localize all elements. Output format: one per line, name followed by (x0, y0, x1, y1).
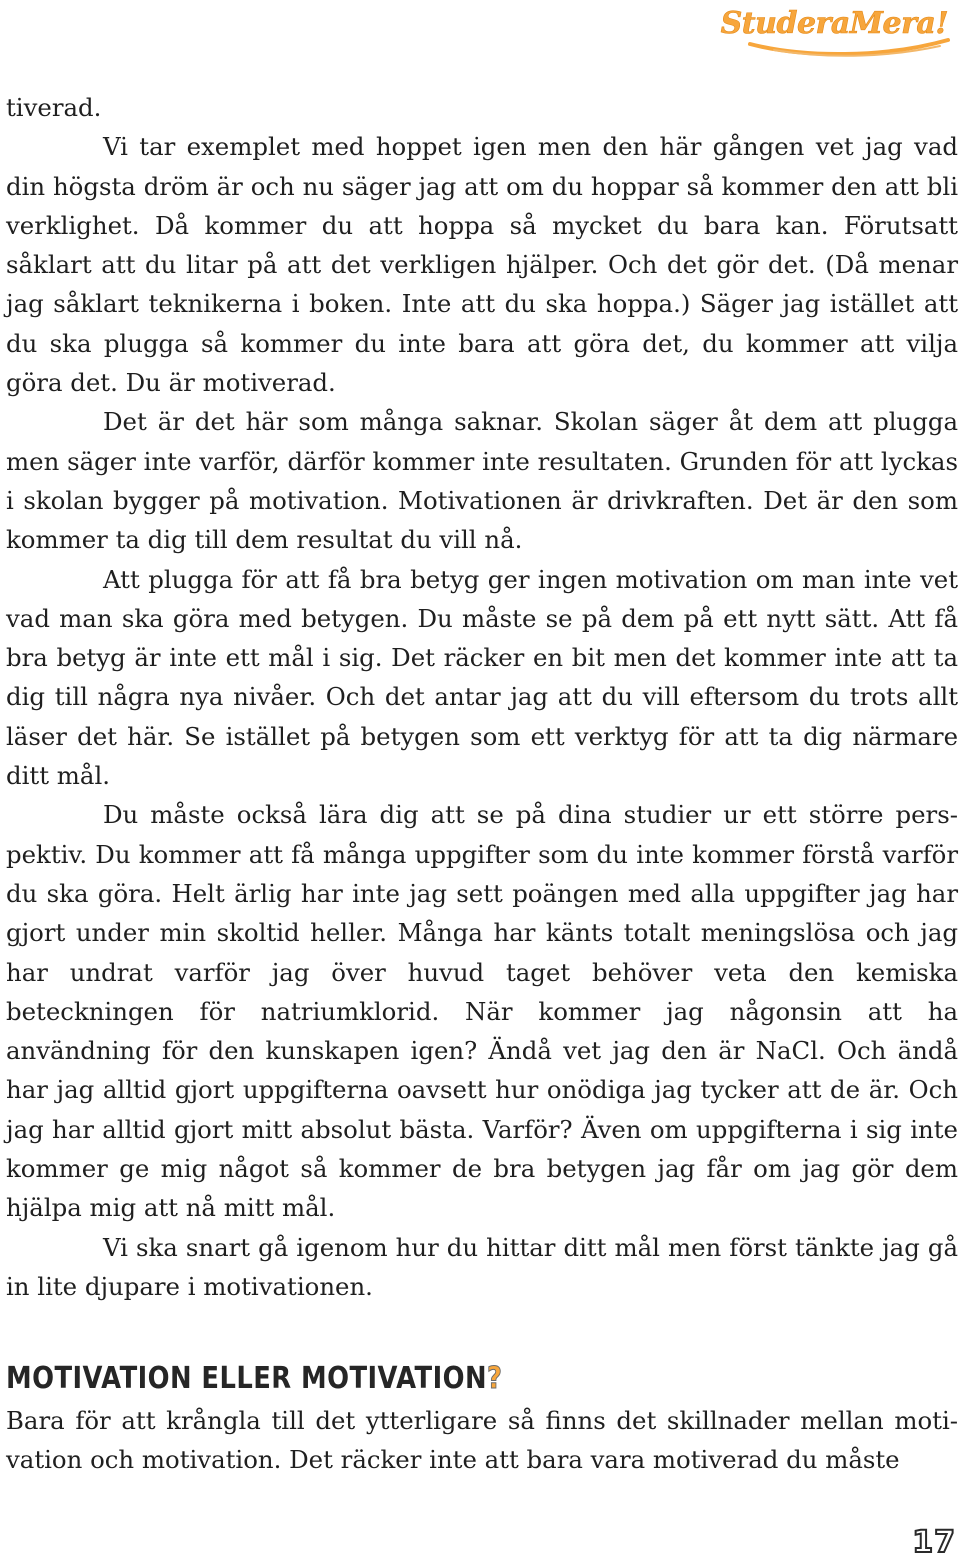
body-text (6, 88, 958, 1306)
section-heading-question-mark: ? (486, 1361, 503, 1396)
logo-text: StuderaMera! (720, 6, 948, 41)
paragraph: Vi ska snart gå igenom hur du hittar ditt mål men först tänkte jag gå in lite djupare i motivationen. (6, 1232, 958, 1301)
paragraph: Bara för att krångla till det ytterligare så finns det skillnader mellan motivation och motivation. Det räcker inte att bara vara motiverad du måste (6, 1406, 958, 1475)
paragraph: Du måste också lära dig att se på dina studier ur ett större perspektiv. Du kommer att få många uppgifter som du inte kommer förstå varför du ska göra. Helt ärlig har inte jag sett poängen med alla uppgifter jag har gjort under min skoltid heller. Många har känts totalt meningslösa och jag har undrat varför jag över huvud taget behöver veta den kemiska beteckningen för natriumklorid. När kommer jag någonsin att ha användning för den kunskapen igen? Ändå vet jag den är NaCl. Och ändå har jag alltid gjort uppgifterna oavsett hur onödiga jag tycker att de är. Och jag har alltid gjort mitt absolut bästa. Varför? Även om uppgifterna i sig inte kommer ge mig något så kommer de bra betygen jag får om jag gör dem hjälpa mig att nå mitt mål. (6, 800, 958, 1223)
studeramera-logo (720, 6, 954, 60)
paragraph: Det är det här som många saknar. Skolan säger åt dem att plugga men säger inte varför, därför kommer inte resultaten. Grunden för att lyckas i skolan bygger på motivation. Motivationen är drivkraften. Det är den som kommer ta dig till dem resultat du vill nå. (6, 407, 958, 555)
section-heading (6, 1361, 502, 1396)
body-text-after-heading (6, 1401, 958, 1480)
paragraph-continuation: tiverad. (6, 93, 102, 122)
paragraph: Att plugga för att få bra betyg ger ingen motivation om man inte vet vad man ska göra med betygen. Du måste se på dem på ett nytt sätt. Att få bra betyg är inte ett mål i sig. Det räcker en bit men det kommer inte att ta dig till några nya nivåer. Och det antar jag att du vill eftersom du trots allt läser det här. Se istället på betygen som ett verktyg för att ta dig närmare ditt mål. (6, 564, 958, 791)
paragraph: Vi tar exemplet med hoppet igen men den här gången vet jag vad din högsta dröm är och nu säger jag att om du hoppar så kommer den att bli verklighet. Då kommer du att hoppa så mycket du bara kan. Förutsatt såklart att du litar på att det verkligen hjälper. Och det gör det. (Då menar jag såklart teknikerna i boken. Inte att du ska hoppa.) Säger jag istället att du ska plugga så kommer du inte bara att göra det, du kommer att vilja göra det. Du är motiverad. (6, 132, 958, 398)
page-number: 17 (912, 1525, 956, 1560)
section-heading-text: MOTIVATION ELLER MOTIVATION (6, 1361, 487, 1396)
